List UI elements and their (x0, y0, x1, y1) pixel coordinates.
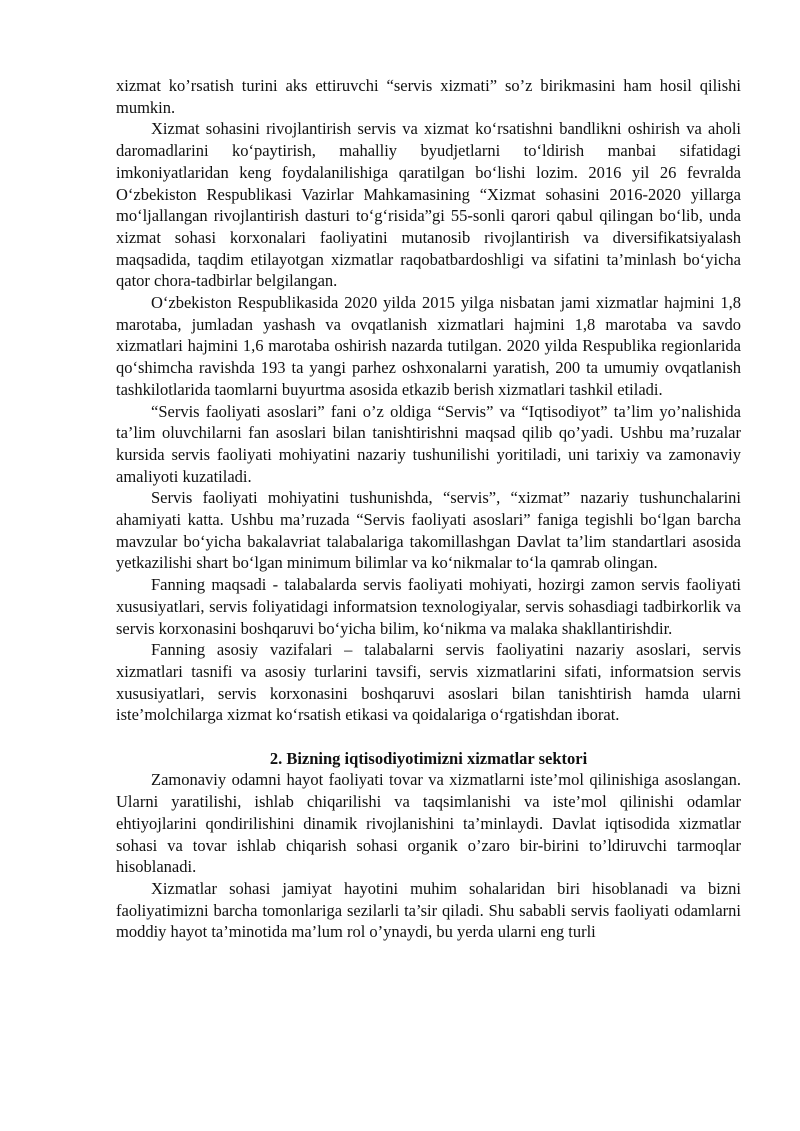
section-heading: 2. Bizning iqtisodiyotimizni xizmatlar sektori (269, 748, 588, 768)
paragraph-subject-purpose: Fanning maqsadi - talabalarda servis faoliyati mohiyati, hozirgi zamon servis faoliyati xususiyatlari, servis foliyatidagi informatsion texnologiyalar, servis sohasdiagi tadbirkorlik va servis korxonasini boshqaruvi bo‘yicha bilim, ko‘nikma va malaka shakllantirishdir. (116, 575, 741, 638)
paragraph-service-sector: Xizmatlar sohasi jamiyat hayotini muhim sohalaridan biri hisoblanadi va bizni faoliyatimizni barcha tomonlariga sezilarli ta’sir qiladi. Shu sababli servis faoliyati odamlarni moddiy hayot ta’minotida ma’lum rol o’ynaydi, bu yerda ularni eng turli (116, 879, 741, 942)
document-page (116, 75, 741, 943)
paragraph-continuation: xizmat ko’rsatish turini aks ettiruvchi “servis xizmati” so’z birikmasini ham hosil qilishi mumkin. (116, 76, 741, 117)
paragraph-service-development: Xizmat sohasini rivojlantirish servis va xizmat ko‘rsatishni bandlikni oshirish va aholi daromadlarini ko‘paytirish, mahalliy byudjetlarni to‘ldirish manbai sifatidagi imkoniyatlaridan keng foydalanilishiga qaratilgan bo‘lishi lozim. 2016 yil 26 fevralda O‘zbekiston Respublikasi Vazirlar Mahkamasining “Xizmat sohasini 2016-2020 yillarga mo‘ljallangan rivojlantirish dasturi to‘g‘risida”gi 55-sonli qarori qabul qilingan bo‘lib, unda xizmat sohasi korxonalari faoliyatini mutanosib rivojlantirish va diversifikatsiyalash maqsadida, taqdim etilayotgan xizmatlar raqobatbardoshligi va sifatini ta’minlash bo‘yicha qator chora-tadbirlar belgilangan. (116, 119, 741, 291)
paragraph-service-concepts: Servis faoliyati mohiyatini tushunishda, “servis”, “xizmat” nazariy tushunchalarini ahamiyati katta. Ushbu ma’ruzada “Servis faoliyati asoslari” faniga tegishli bo‘lgan barcha mavzular bo‘yicha bakalavriat talabalariga takomillashgan Davlat ta’lim standartlari asosida yetkazilishi shart bo‘lgan minimum bilimlar va ko‘nikmalar to‘la qamrab olingan. (116, 488, 741, 573)
paragraph-modern-life: Zamonaviy odamni hayot faoliyati tovar va xizmatlarni iste’mol qilinishiga asoslangan. Ularni yaratilishi, ishlab chiqarilishi va taqsimlanishi va iste’mol qilinishi odamlar ehtiyojlarini qondirilishini dinamik rivojlanishini ta’minlaydi. Davlat iqtisodida xizmatlar sohasi va tovar ishlab chiqarish sohasi organik o’zaro bir-birini to’ldiruvchi tarmoqlar hisoblanadi. (116, 770, 741, 877)
paragraph-course-goal: “Servis faoliyati asoslari” fani o’z oldiga “Servis” va “Iqtisodiyot” ta’lim yo’nalishida ta’lim oluvchilarni fan asoslari bilan tanishtirishni maqsad qilib qo’yadi. Ushbu ma’ruzalar kursida servis faoliyati mohiyatini nazariy tushunilishi yoritiladi, uni tarixiy va zamonaviy amaliyoti kuzatiladi. (116, 401, 741, 486)
paragraph-service-volume: O‘zbekiston Respublikasida 2020 yilda 2015 yilga nisbatan jami xizmatlar hajmini 1,8 marotaba, jumladan yashash va ovqatlanish xizmatlari hajmini 1,8 marotaba va savdo xizmatlari hajmini 1,6 marotaba oshirish nazarda tutilgan. 2020 yilda Respublika regionlarida qo‘shimcha ravishda 193 ta yangi parhez oshxonalarni yaratish, 200 ta umumiy ovqatlanish tashkilotlarida taomlarni buyurtma asosida etkazib berish xizmatlari tashkil etiladi. (116, 293, 741, 399)
paragraph-subject-tasks: Fanning asosiy vazifalari – talabalarni servis faoliyatini nazariy asoslari, servis xizmatlari tasnifi va asosiy turlarini tavsifi, servis xizmatlarini sifati, informatsion servis xususiyatlari, servis korxonasini boshqaruvi asoslari bilan tanishtirish hamda ularni iste’molchilarga xizmat ko‘rsatish etikasi va qoidalariga o‘rgatishdan iborat. (116, 640, 741, 725)
